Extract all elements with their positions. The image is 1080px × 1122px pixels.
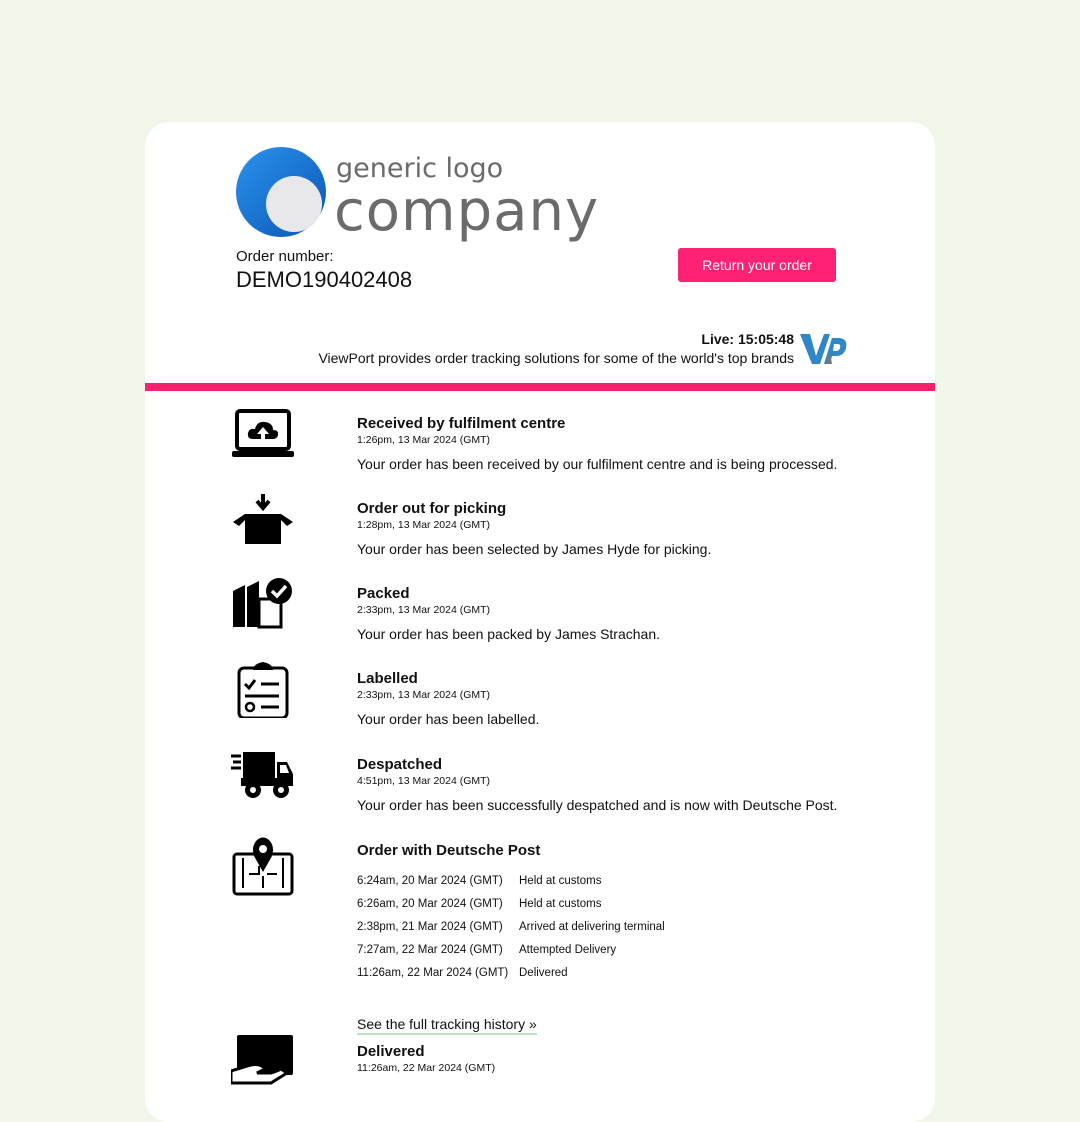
viewport-tagline: ViewPort provides order tracking solutions for some of the world's top brands — [318, 350, 794, 366]
event-title: Order out for picking — [357, 500, 507, 517]
tracking-status: Attempted Delivery — [519, 944, 617, 956]
tracking-time: 6:26am, 20 Mar 2024 (GMT) — [357, 898, 503, 910]
tracking-row — [357, 943, 616, 958]
event-title: Order with Deutsche Post — [357, 842, 541, 859]
event-description: Your order has been packed by James Strachan. — [357, 626, 661, 642]
event-description: Your order has been labelled. — [357, 711, 540, 727]
order-number: DEMO190402408 — [236, 267, 413, 292]
event-title: Received by fulfilment centre — [357, 415, 566, 432]
event-time: 2:33pm, 13 Mar 2024 (GMT) — [357, 604, 491, 616]
event-time: 1:26pm, 13 Mar 2024 (GMT) — [357, 434, 491, 446]
event-title: Packed — [357, 585, 410, 602]
tracking-row — [357, 897, 601, 912]
delivery-truck-icon — [231, 748, 295, 804]
tracking-row — [357, 920, 665, 935]
accent-divider — [145, 383, 935, 391]
tracking-card — [145, 122, 935, 1122]
tracking-status: Arrived at delivering terminal — [519, 921, 665, 933]
packed-box-check-icon — [231, 577, 295, 633]
event-title: Delivered — [357, 1043, 425, 1060]
tracking-status: Held at customs — [519, 898, 602, 910]
event-description: Your order has been received by our fulfilment centre and is being processed. — [357, 456, 838, 472]
tracking-time: 6:24am, 20 Mar 2024 (GMT) — [357, 875, 503, 887]
laptop-cloud-upload-icon — [231, 407, 295, 463]
tracking-status: Delivered — [519, 967, 568, 979]
logo-text-top: generic logo — [336, 153, 504, 184]
logo-text-company: company — [334, 179, 600, 244]
viewport-logo-icon[interactable] — [798, 330, 848, 366]
event-title: Labelled — [357, 670, 418, 687]
tracking-time: 7:27am, 22 Mar 2024 (GMT) — [357, 944, 503, 956]
tracking-time: 2:38pm, 21 Mar 2024 (GMT) — [357, 921, 503, 933]
tracking-status: Held at customs — [519, 875, 602, 887]
event-time: 4:51pm, 13 Mar 2024 (GMT) — [357, 775, 491, 787]
map-pin-icon — [231, 836, 295, 898]
event-time: 2:33pm, 13 Mar 2024 (GMT) — [357, 689, 491, 701]
return-order-button[interactable]: Return your order — [678, 248, 836, 282]
event-description: Your order has been successfully despatched and is now with Deutsche Post. — [357, 797, 838, 813]
event-description: Your order has been selected by James Hyde for picking. — [357, 541, 712, 557]
event-time: 1:28pm, 13 Mar 2024 (GMT) — [357, 519, 491, 531]
hand-package-icon — [231, 1035, 295, 1091]
event-title: Despatched — [357, 756, 443, 773]
full-tracking-history-link[interactable]: See the full tracking history » — [357, 1016, 537, 1035]
live-clock: Live: 15:05:48 — [701, 331, 794, 347]
tracking-time: 11:26am, 22 Mar 2024 (GMT) — [357, 967, 509, 979]
company-logo-icon — [236, 147, 328, 239]
event-time: 11:26am, 22 Mar 2024 (GMT) — [357, 1062, 496, 1074]
tracking-row — [357, 874, 601, 889]
clipboard-checklist-icon — [231, 662, 295, 718]
tracking-row — [357, 966, 568, 981]
order-number-label: Order number: — [236, 248, 334, 265]
open-box-icon — [231, 492, 295, 548]
